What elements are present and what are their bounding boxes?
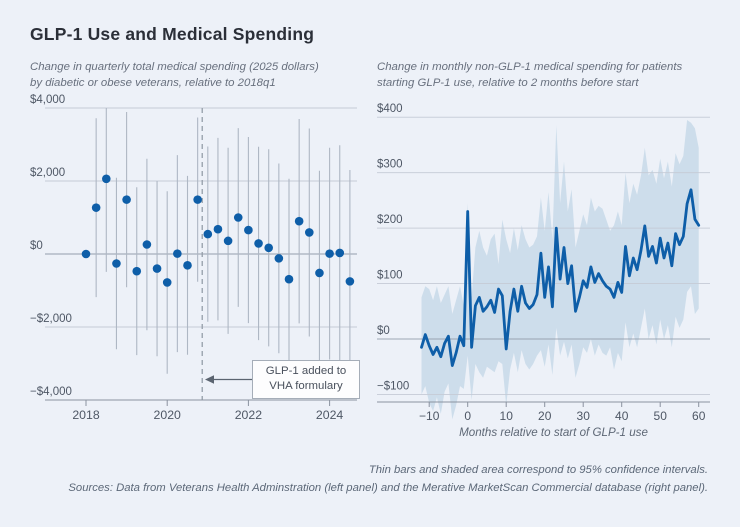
right-x-tick-label: 60 bbox=[692, 409, 706, 423]
sources-note: Sources: Data from Veterans Health Adminstration (left panel) and the Merative MarketScan Commercial database (right panel). bbox=[68, 481, 708, 494]
right-x-tick-label: 20 bbox=[538, 409, 552, 423]
scatter-point bbox=[346, 277, 355, 286]
scatter-point bbox=[82, 250, 91, 259]
scatter-point bbox=[285, 275, 294, 284]
right-x-tick-label: −10 bbox=[419, 409, 440, 423]
left-ci-bars bbox=[96, 108, 350, 393]
scatter-point bbox=[112, 259, 121, 268]
scatter-point bbox=[153, 264, 162, 273]
arrowhead-icon bbox=[205, 375, 214, 383]
left-subtitle-line-2: by diabetic or obese veterans, relative to 2018q1 bbox=[30, 77, 276, 90]
scatter-point bbox=[183, 261, 192, 270]
scatter-point bbox=[244, 226, 253, 235]
figure-footnotes bbox=[68, 462, 708, 497]
scatter-point bbox=[132, 267, 141, 276]
figure-title: GLP-1 Use and Medical Spending bbox=[30, 24, 315, 44]
left-y-tick-label: −$2,000 bbox=[30, 313, 72, 325]
ci-note: Thin bars and shaded area correspond to 95% confidence intervals. bbox=[368, 464, 708, 476]
scatter-point bbox=[122, 195, 131, 204]
right-y-tick-label: −$100 bbox=[377, 380, 410, 393]
right-x-axis-title: Months relative to start of GLP-1 use bbox=[459, 426, 648, 439]
annotation-arrow bbox=[205, 375, 252, 383]
left-gridlines bbox=[30, 94, 357, 398]
right-line-panel bbox=[377, 103, 710, 439]
scatter-point bbox=[193, 195, 202, 204]
scatter-point bbox=[264, 243, 273, 252]
scatter-point bbox=[325, 249, 334, 258]
scatter-point bbox=[204, 230, 213, 239]
right-x-tick-label: 0 bbox=[464, 409, 472, 423]
left-y-tick-label: −$4,000 bbox=[30, 386, 72, 398]
event-annotation-line-1: GLP-1 added to bbox=[265, 365, 347, 377]
left-y-tick-label: $0 bbox=[30, 240, 43, 252]
scatter-point bbox=[143, 240, 152, 249]
left-x-tick-label: 2024 bbox=[315, 408, 344, 422]
scatter-point bbox=[335, 249, 344, 258]
right-x-tick-label: 10 bbox=[499, 409, 513, 423]
scatter-point bbox=[315, 269, 324, 278]
left-x-tick-label: 2022 bbox=[234, 408, 263, 422]
right-y-tick-label: $100 bbox=[377, 269, 403, 282]
scatter-point bbox=[254, 239, 263, 248]
right-panel-subtitle bbox=[377, 59, 717, 91]
scatter-point bbox=[102, 175, 111, 184]
scatter-point bbox=[295, 217, 304, 226]
right-y-tick-label: $400 bbox=[377, 103, 403, 116]
right-y-tick-label: $200 bbox=[377, 214, 403, 227]
right-subtitle-line-1: Change in monthly non-GLP-1 medical spending for patients bbox=[377, 61, 683, 73]
left-panel-subtitle bbox=[30, 59, 370, 91]
right-y-tick-label: $300 bbox=[377, 158, 403, 171]
right-x-tick-label: 40 bbox=[615, 409, 629, 423]
event-annotation-box bbox=[252, 360, 360, 399]
left-subtitle-line-1: Change in quarterly total medical spending (2025 dollars) bbox=[30, 61, 319, 73]
left-y-tick-label: $2,000 bbox=[30, 167, 66, 179]
scatter-point bbox=[92, 203, 101, 212]
right-x-tick-label: 50 bbox=[653, 409, 667, 423]
scatter-point bbox=[214, 225, 223, 234]
left-y-tick-label: $4,000 bbox=[30, 94, 66, 106]
left-x-tick-label: 2018 bbox=[72, 408, 100, 422]
left-x-tick-label: 2020 bbox=[153, 408, 181, 422]
scatter-point bbox=[234, 213, 243, 222]
scatter-point bbox=[173, 249, 182, 258]
scatter-point bbox=[275, 254, 284, 263]
scatter-point bbox=[305, 228, 314, 237]
right-subtitle-line-2: starting GLP-1 use, relative to 2 months before start bbox=[377, 77, 639, 90]
event-annotation-line-2: VHA formulary bbox=[269, 379, 343, 392]
scatter-point bbox=[163, 278, 172, 287]
right-x-tick-label: 30 bbox=[576, 409, 590, 423]
scatter-point bbox=[224, 237, 233, 246]
right-y-tick-label: $0 bbox=[377, 325, 390, 337]
